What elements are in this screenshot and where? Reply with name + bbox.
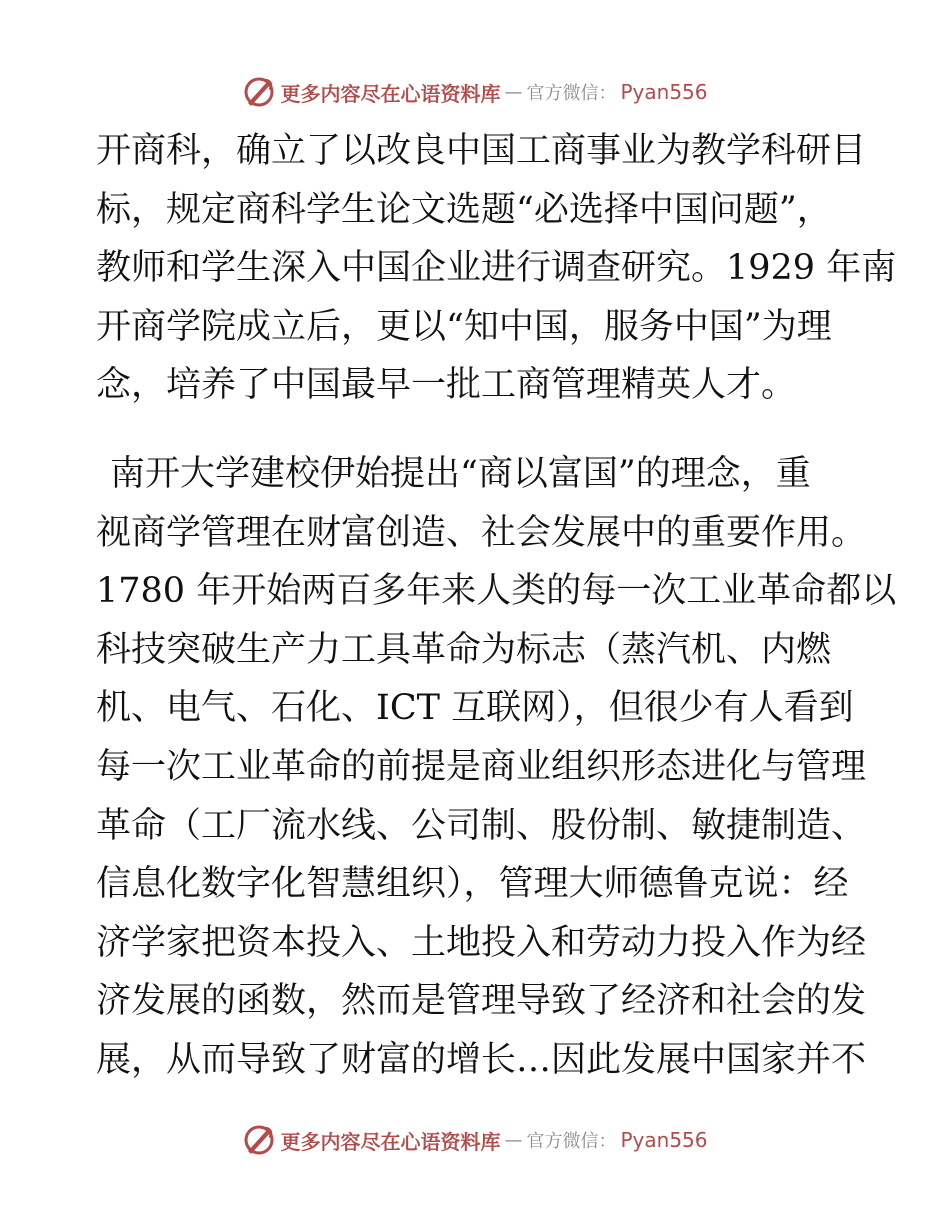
text-line: 开商科，确立了以改良中国工商事业为教学科研目 xyxy=(96,131,867,171)
text-line: 济学家把资本投入、土地投入和劳动力投入作为经 xyxy=(96,922,867,963)
quill-logo-icon xyxy=(242,75,276,109)
watermark-label: 官方微信： xyxy=(526,1131,617,1152)
text-line: 革命（工厂流水线、公司制、股份制、敏捷制造、 xyxy=(96,805,867,846)
text-line: 标，规定商科学生论文选题“必选择中国问题”， xyxy=(96,189,832,230)
text-line: 信息化数字化智慧组织），管理大师德鲁克说：经 xyxy=(96,864,849,905)
watermark-title: 更多内容尽在心语资料库 xyxy=(280,1129,501,1154)
text-line: 展，从而导致了财富的增长…因此发展中国家并不 xyxy=(96,1039,867,1080)
text-line: 1780 年开始两百多年来人类的每一次工业革命都以 xyxy=(96,571,897,612)
paragraph-1 xyxy=(96,122,897,415)
watermark-id: Pyan556 xyxy=(620,80,708,104)
paragraph-2 xyxy=(96,445,897,1090)
text-line: 每一次工业革命的前提是商业组织形态进化与管理 xyxy=(96,746,867,787)
text-line: 教师和学生深入中国企业进行调查研究。1929 年南 xyxy=(96,248,897,289)
watermark-label: 官方微信： xyxy=(526,83,617,104)
text-line: 视商学管理在财富创造、社会发展中的重要作用。 xyxy=(96,512,867,553)
document-body xyxy=(96,122,897,1090)
header-watermark xyxy=(0,72,950,112)
quill-logo-icon xyxy=(242,1123,276,1157)
text-line: 南开大学建校伊始提出“商以富国”的理念，重 xyxy=(110,453,811,494)
text-line: 念，培养了中国最早一批工商管理精英人才。 xyxy=(96,365,797,406)
text-line: 机、电气、石化、ICT 互联网），但很少有人看到 xyxy=(96,688,854,729)
text-line: 开商学院成立后，更以“知中国，服务中国”为理 xyxy=(96,306,832,347)
text-line: 科技突破生产力工具革命为标志（蒸汽机、内燃 xyxy=(96,629,832,670)
watermark-separator: — xyxy=(504,81,523,103)
paragraph-gap xyxy=(96,415,866,445)
watermark-id: Pyan556 xyxy=(620,1128,708,1152)
watermark-title: 更多内容尽在心语资料库 xyxy=(280,81,501,106)
text-line: 济发展的函数，然而是管理导致了经济和社会的发 xyxy=(96,981,867,1022)
footer-watermark xyxy=(0,1120,950,1160)
watermark-separator: — xyxy=(504,1129,523,1151)
